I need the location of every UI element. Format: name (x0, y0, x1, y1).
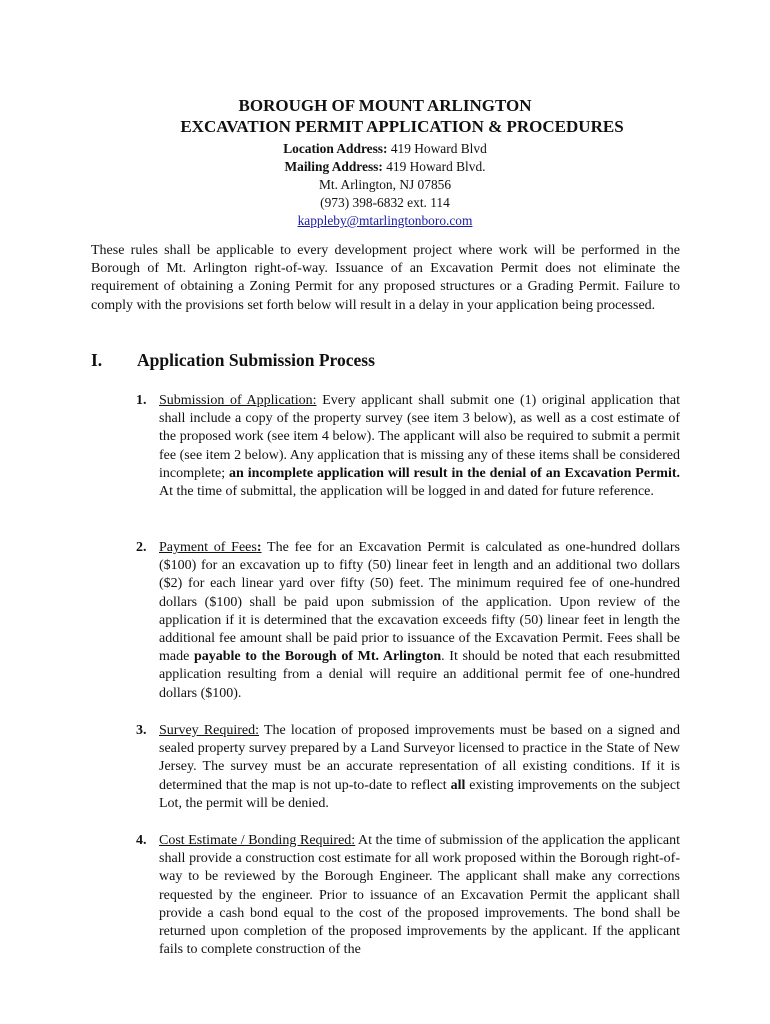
borough-title: BOROUGH OF MOUNT ARLINGTON (238, 96, 532, 115)
item-number: 1. (136, 393, 147, 408)
item-heading: Submission of Application: (159, 393, 317, 408)
item-bold-text: an incomplete application will result in the denial of an Excavation Permit. (229, 465, 680, 481)
email-link[interactable]: kappleby@mtarlingtonboro.com (297, 213, 473, 228)
mailing-label: Mailing Address: (284, 159, 383, 174)
item-text: Submission of Application: Every applicant shall submit one (1) original application that shall include a copy of the property survey (see item 3 below), as well as a cost estimate of the proposed work (see item 4 below). The applicant will also be required to submit a permit fee (see item 2 below). Any application that is missing any of these items shall be considered incomplete; an incomplete application will result in the denial of an Excavation Permit. At the time of submittal, the application will be logged in and dated for future reference. (159, 393, 681, 500)
item-number: 3. (136, 723, 147, 738)
phone-line: (973) 398-6832 ext. 114 (320, 195, 450, 210)
item-bold-text: all (450, 777, 466, 793)
item-text: Cost Estimate / Bonding Required: At the time of submission of the application the applicant shall provide a construction cost estimate for all work proposed within the Borough right-of-way to be reviewed by the Borough Engineer. The applicant shall make any corrections requested by the engineer. Prior to issuance of an Excavation Permit the applicant shall provide a cash bond equal to the cost of the proposed improvements. The bond shall be returned upon completion of the proposed improvements by the applicant. If the applicant fails to complete construction of the (159, 833, 680, 958)
permit-title: EXCAVATION PERMIT APPLICATION & PROCEDURES (180, 117, 624, 136)
location-address (0, 140, 770, 158)
location-value: 419 Howard Blvd (387, 141, 487, 156)
location-label: Location Address: (283, 141, 388, 156)
mailing-address (0, 158, 770, 176)
item-number: 4. (136, 833, 147, 848)
item-number: 2. (136, 540, 147, 555)
document-header (0, 95, 770, 230)
item-heading: Payment of Fees (159, 540, 257, 555)
item-bold-text: payable to the Borough of Mt. Arlington (193, 649, 442, 665)
intro-paragraph: These rules shall be applicable to every development project where work will be performed in the Borough of Mt. Arlington right-of-way. Issuance of an Excavation Permit does not eliminate the requirement of obtaining a Zoning Permit for any proposed structures or a Grading Permit. Failure to comply with the provisions set forth below will result in a delay in your application being processed. (91, 243, 680, 313)
mailing-value: 419 Howard Blvd. (382, 159, 486, 174)
item-heading: Cost Estimate / Bonding Required: (159, 833, 356, 848)
city-line: Mt. Arlington, NJ 07856 (318, 177, 452, 192)
email-line (0, 212, 770, 230)
item-text: Payment of Fees: The fee for an Excavation Permit is calculated as one-hundred dollars ($100) for an excavation up to fifty (50) linear feet in length and an additional two dollars ($2) for each linear yard over fifty (50) feet. The minimum required fee of one-hundred dollars ($100) shall be paid upon submission of the application. Upon review of the application if it is determined that the excavation exceeds fifty (50) linear feet in length the additional fee amount shall be paid prior to issuance of the Excavation Permit. Fees shall be made payable to the Borough of Mt. Arlington. It should be noted that each resubmitted application resulting from a denial will require an additional permit fee of one-hundred dollars ($100). (159, 540, 680, 701)
section-title: Application Submission Process (137, 350, 375, 370)
item-heading: Survey Required: (159, 723, 260, 738)
section-number: I. (91, 350, 103, 370)
item-text: Survey Required: The location of proposed improvements must be based on a signed and sealed property survey prepared by a Land Surveyor licensed to practice in the State of New Jersey. The survey must be an accurate representation of all existing conditions. If it is determined that the map is not up-to-date to reflect all existing improvements on the subject Lot, the permit will be denied. (159, 723, 680, 811)
